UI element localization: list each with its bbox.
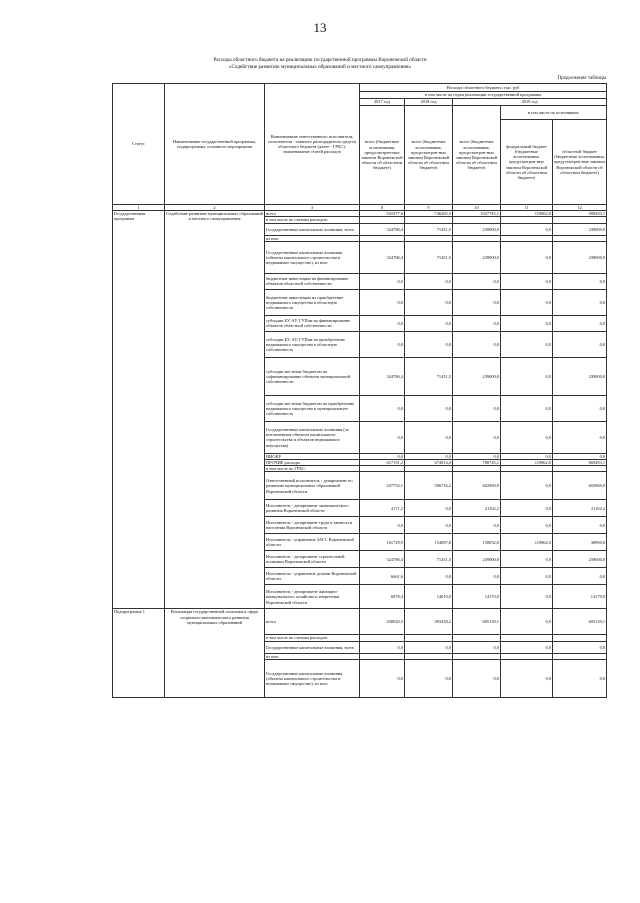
header-executor: Наименование ответственного исполнителя, исполнителя - главного распорядителя средств областного бюджета (далее - ГРБС), наименование статей расходов	[265, 84, 360, 205]
value-cell: 0,0	[501, 453, 553, 459]
column-number: 12	[553, 205, 607, 211]
row-label: Исполнитель - управление ЗАГС Воронежской области	[265, 534, 360, 551]
value-cell: 14170,0	[453, 585, 501, 609]
value-cell: 0,0	[453, 395, 501, 421]
value-cell: 0,0	[453, 421, 501, 453]
row-label: в том числе по ГРБС:	[265, 466, 360, 472]
value-cell: 0,0	[360, 331, 405, 357]
title-line: Расходы областного бюджета на реализацию государственной программы Воронежской области	[213, 57, 427, 63]
header-status: Статус	[113, 84, 165, 205]
value-cell: 0,0	[405, 331, 453, 357]
value-cell: 0,0	[501, 641, 553, 653]
value-cell: 324786,4	[360, 357, 405, 395]
header-col-2018: всего (бюджетные ассигнования, предусмотрен-ные законом Воронежской области об областном бюджете)	[405, 106, 453, 205]
value-cell: 0,0	[553, 517, 607, 534]
value-cell: 0,0	[501, 517, 553, 534]
value-cell: 0,0	[405, 315, 453, 331]
continuation-label: Продолжение таблицы	[557, 76, 606, 81]
value-cell: 0,0	[405, 517, 453, 534]
value-cell: 605139,1	[453, 609, 501, 635]
value-cell: 0,0	[553, 395, 607, 421]
value-cell: 0,0	[553, 568, 607, 585]
value-cell: 0,0	[453, 273, 501, 289]
header-year-2017: 2017 год	[360, 99, 405, 106]
value-cell: 0,0	[553, 659, 607, 697]
value-cell: 119062,0	[501, 211, 553, 217]
page-number: 13	[313, 20, 327, 35]
header-year-2018: 2018 год	[405, 99, 453, 106]
value-cell: 1027745,1	[453, 211, 501, 217]
header-col-2019: всего (бюджетные ассигнования, предусмотрен-ные законом Воронежской области об областном бюджете)	[453, 106, 501, 205]
value-cell: 0,0	[501, 331, 553, 357]
value-cell: 493458,2	[405, 609, 453, 635]
header-regional: областной бюджет (бюджетные ассигнования, предусмотрен-ные законом Воронежской области об областном бюджете)	[553, 120, 607, 205]
header-program-name: Наименование государственной программы, подпрограммы, основного мероприятия	[165, 84, 265, 205]
value-cell: 0,0	[501, 357, 553, 395]
column-number: 3	[265, 205, 360, 211]
value-cell: 0,0	[360, 517, 405, 534]
value-cell: 0,0	[553, 331, 607, 357]
value-cell: 0,0	[553, 641, 607, 653]
value-cell: 0,0	[405, 453, 453, 459]
document-title	[0, 57, 640, 71]
value-cell: 21162,2	[453, 500, 501, 517]
value-cell: 71451,5	[405, 551, 453, 568]
value-cell: 0,0	[405, 568, 453, 585]
row-label: Исполнитель - департамент строительной политики Воронежской области	[265, 551, 360, 568]
value-cell: 617191,2	[360, 460, 405, 466]
value-cell: 239000,0	[453, 357, 501, 395]
column-number: 8	[360, 205, 405, 211]
value-cell: 0,0	[501, 609, 553, 635]
value-cell: 0,0	[360, 395, 405, 421]
value-cell: 0,0	[501, 315, 553, 331]
value-cell: 0,0	[553, 315, 607, 331]
value-cell: 30990,0	[553, 534, 607, 551]
value-cell: 154087,8	[405, 534, 453, 551]
value-cell: 239000,0	[453, 241, 501, 273]
column-number: 9	[405, 205, 453, 211]
value-cell: 0,0	[405, 641, 453, 653]
value-cell: 0,0	[453, 315, 501, 331]
value-cell: 0,0	[405, 421, 453, 453]
value-cell: 6878,4	[360, 585, 405, 609]
program-name-cell: Реализация государственной политики в сфере социально-экономического развития муниципальных образований	[165, 609, 265, 697]
value-cell: 119062,0	[501, 460, 553, 466]
value-cell: 4171,2	[360, 500, 405, 517]
row-label: всего	[265, 609, 360, 635]
row-label: всего	[265, 211, 360, 217]
value-cell: 324786,4	[360, 551, 405, 568]
value-cell: 71451,5	[405, 223, 453, 235]
row-label: Государственные капитальные вложения (объекты капитального строительства и недвижимое имущество), из них:	[265, 241, 360, 273]
status-cell: Подпрограмма 1	[113, 609, 165, 697]
value-cell: 324786,4	[360, 223, 405, 235]
row-label: субсидии БУ, АУ, ГУПам на приобретение недвижимого имущества в областную собственность	[265, 331, 360, 357]
value-cell: 239000,0	[453, 223, 501, 235]
row-label: из них:	[265, 653, 360, 659]
value-cell: 71451,5	[405, 357, 453, 395]
column-number: 10	[453, 205, 501, 211]
value-cell: 0,0	[360, 289, 405, 315]
value-cell: 0,0	[501, 289, 553, 315]
value-cell: 0,0	[405, 500, 453, 517]
value-cell: 0,0	[453, 517, 501, 534]
row-label: Государственные капитальные вложения, всего	[265, 641, 360, 653]
value-cell: 669283,1	[553, 460, 607, 466]
value-cell: 0,0	[501, 568, 553, 585]
table-row	[113, 609, 607, 635]
value-cell: 0,0	[501, 241, 553, 273]
value-cell: 0,0	[453, 331, 501, 357]
value-cell: 239000,0	[553, 223, 607, 235]
value-cell: 0,0	[360, 659, 405, 697]
value-cell: 0,0	[501, 551, 553, 568]
value-cell: 788745,1	[453, 460, 501, 466]
row-label: Исполнитель - департамент труда и занятости населения Воронежской области	[265, 517, 360, 534]
value-cell: 746265,5	[405, 211, 453, 217]
value-cell: 14010,0	[405, 585, 453, 609]
value-cell: 0,0	[405, 659, 453, 697]
value-cell: 0,0	[360, 421, 405, 453]
value-cell: 324786,4	[360, 241, 405, 273]
column-number: 2	[165, 205, 265, 211]
budget-table	[112, 83, 607, 698]
value-cell: 161729,9	[360, 534, 405, 551]
title-line: «Содействие развитию муниципальных образований и местного самоуправления»	[228, 64, 412, 70]
column-number: 1	[113, 205, 165, 211]
value-cell: 14170,0	[553, 585, 607, 609]
value-cell: 0,0	[453, 659, 501, 697]
row-label: НИОКР	[265, 453, 360, 459]
value-cell: 21162,2	[553, 500, 607, 517]
value-cell: 437752,1	[360, 472, 405, 500]
row-label: Исполнитель - департамент экономического развития Воронежской области	[265, 500, 360, 517]
value-cell: 0,0	[360, 273, 405, 289]
value-cell: 0,0	[553, 273, 607, 289]
header-budget: Расходы областного бюджета, тыс. руб	[360, 84, 607, 92]
value-cell: 0,0	[453, 568, 501, 585]
value-cell: 150052,0	[453, 534, 501, 551]
value-cell: 605139,1	[553, 609, 607, 635]
value-cell: 0,0	[360, 453, 405, 459]
value-cell: 0,0	[405, 395, 453, 421]
value-cell: 0,0	[553, 421, 607, 453]
row-label: в том числе по статьям расходов:	[265, 217, 360, 223]
value-cell: 239000,0	[453, 551, 501, 568]
row-label: субсидии БУ, АУ, ГУПам на финансирование объектов областной собственности	[265, 315, 360, 331]
value-cell: 0,0	[501, 659, 553, 697]
value-cell: 0,0	[553, 453, 607, 459]
status-cell: Государственная программа	[113, 211, 165, 609]
value-cell: 0,0	[501, 472, 553, 500]
value-cell: 0,0	[360, 641, 405, 653]
header-year-2019: 2019 год	[453, 99, 607, 106]
row-label: субсидии местным бюджетам на софинансирование объектов муниципальной собственности	[265, 357, 360, 395]
value-cell: 0,0	[553, 289, 607, 315]
row-label: Исполнитель - управление делами Воронежской области	[265, 568, 360, 585]
value-cell: 0,0	[453, 453, 501, 459]
value-cell: 0,0	[501, 395, 553, 421]
value-cell: 602960,9	[453, 472, 501, 500]
column-number: 11	[501, 205, 553, 211]
value-cell: 6661,6	[360, 568, 405, 585]
value-cell: 602960,9	[553, 472, 607, 500]
value-cell: 908283,1	[553, 211, 607, 217]
value-cell: 0,0	[360, 315, 405, 331]
value-cell: 0,0	[453, 289, 501, 315]
value-cell: 0,0	[501, 223, 553, 235]
value-cell: 0,0	[501, 585, 553, 609]
row-label: Государственные капитальные вложения, всего	[265, 223, 360, 235]
row-label: Государственные капитальные вложения (объекты капитального строительства и недвижимое имущество), из них:	[265, 659, 360, 697]
value-cell: 941977,6	[360, 211, 405, 217]
row-label: бюджетные инвестиции на финансирование объектов областной собственности	[265, 273, 360, 289]
program-name-cell: Содействие развитию муниципальных образований и местного самоуправления	[165, 211, 265, 609]
value-cell: 71451,5	[405, 241, 453, 273]
value-cell: 0,0	[405, 289, 453, 315]
row-label: Исполнитель - департамент жилищно-коммунального хозяйства и энергетики Воронежской области	[265, 585, 360, 609]
value-cell: 430020,3	[360, 609, 405, 635]
value-cell: 0,0	[453, 641, 501, 653]
row-label: Государственные капитальные вложения (за исключением объектов капитального строительства и объектов недвижимого имущества)	[265, 421, 360, 453]
value-cell: 674814,0	[405, 460, 453, 466]
value-cell: 0,0	[501, 421, 553, 453]
value-cell: 239000,0	[553, 241, 607, 273]
value-cell: 0,0	[405, 273, 453, 289]
row-label: Ответственный исполнитель - департамент по развитию муниципальных образований Воронежской области	[265, 472, 360, 500]
header-federal: федеральный бюджет (бюджетные ассигнования, предусмотрен-ные законом Воронежской области об областном бюджете)	[501, 120, 553, 205]
value-cell: 239000,0	[553, 357, 607, 395]
value-cell: 239000,0	[553, 551, 607, 568]
row-label: из них:	[265, 235, 360, 241]
value-cell: 0,0	[501, 500, 553, 517]
header-col-2017: всего (бюджетные ассигнования, предусмотрен-ные законом Воронежской области об областном бюджете)	[360, 106, 405, 205]
row-label: субсидии местным бюджетам на приобретение недвижимого имущества в муниципальную собственность	[265, 395, 360, 421]
value-cell: 0,0	[501, 273, 553, 289]
row-label: в том числе по статьям расходов:	[265, 635, 360, 641]
value-cell: 506716,2	[405, 472, 453, 500]
row-label: ПРОЧИЕ расходы	[265, 460, 360, 466]
header-by-years: в том числе по годам реализации государственной программы	[360, 92, 607, 99]
value-cell: 119062,0	[501, 534, 553, 551]
header-sources: в том числе по источникам:	[501, 106, 607, 120]
row-label: бюджетные инвестиции на приобретение недвижимого имущества в областную собственность	[265, 289, 360, 315]
